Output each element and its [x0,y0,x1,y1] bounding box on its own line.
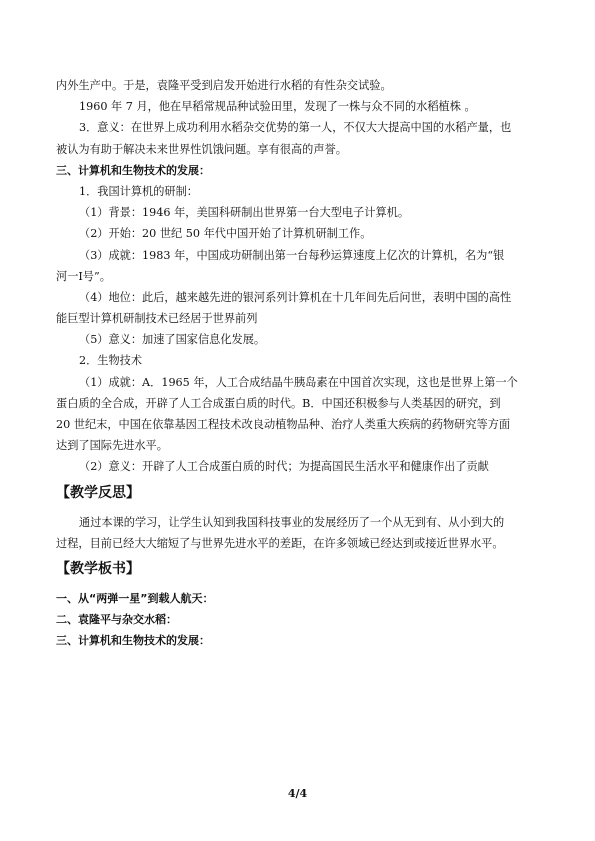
list-item-continuation: 20 世纪末，中国在依靠基因工程技术改良动植物品种、治疗人类重大疾病的药物研究等方面 [56,418,511,431]
list-item: （4）地位：此后，越来越先进的银河系列计算机在十几年间先后问世，表明中国的高性 [79,290,512,304]
board-item: 二、袁隆平与杂交水稻： [56,613,177,627]
board-item: 三、计算机和生物技术的发展： [56,634,210,648]
list-item-continuation: 能巨型计算机研制技术已经居于世界前列 [56,312,258,326]
paragraph-line: 3．意义：在世界上成功利用水稻杂交优势的第一人，不仅大大提高中国的水稻产量，也 [79,121,512,135]
list-item: （3）成就：1983 年，中国成功研制出第一台每秒运算速度上亿次的计算机，名为“银 [79,248,505,262]
section-heading: 三、计算机和生物技术的发展： [56,163,210,177]
paragraph-line: 被认为有助于解决未来世界性饥饿问题。享有很高的声誉。 [56,142,347,156]
list-item-continuation: 蛋白质的全合成，开辟了人工合成蛋白质的时代。B．中国还积极参与人类基因的研究，到 [56,396,501,410]
subheading: 2．生物技术 [79,354,143,368]
board-item: 一、从“两弹一星”到载人航天： [56,591,214,605]
paragraph-line: 通过本课的学习，让学生认知到我国科技事业的发展经历了一个从无到有、从小到大的 [79,515,505,529]
reflection-heading: 【教学反思】 [56,484,140,501]
list-item: （1）成就：A．1965 年，人工合成结晶牛胰岛素在中国首次实现，这也是世界上第一个 [79,375,518,389]
list-item: （1）背景：1946 年，美国科研制出世界第一台大型电子计算机。 [79,206,410,220]
list-item: （5）意义：加速了国家信息化发展。 [79,333,266,347]
board-heading: 【教学板书】 [56,560,140,577]
paragraph-line: 1960 年 7 月，他在早稻常规品种试验田里，发现了一株与众不同的水稻植株 。 [79,100,476,114]
list-item: （2）意义：开辟了人工合成蛋白质的时代；为提高国民生活水平和健康作出了贡献 [79,460,489,474]
document-body [56,75,542,652]
paragraph-line: 内外生产中。于是，袁隆平受到启发开始进行水稻的有性杂交试验。 [56,79,392,92]
page-number: 4/4 [287,787,308,800]
list-item: （2）开始：20 世纪 50 年代中国开始了计算机研制工作。 [79,227,372,241]
list-item-continuation: 达到了国际先进水平。 [56,439,168,453]
paragraph-line: 过程，目前已经大大缩短了与世界先进水平的差距，在许多领域已经达到或接近世界水平。 [56,536,504,550]
list-item-continuation: 河一Ⅰ号”。 [56,269,111,283]
subheading: 1．我国计算机的研制： [79,184,198,198]
